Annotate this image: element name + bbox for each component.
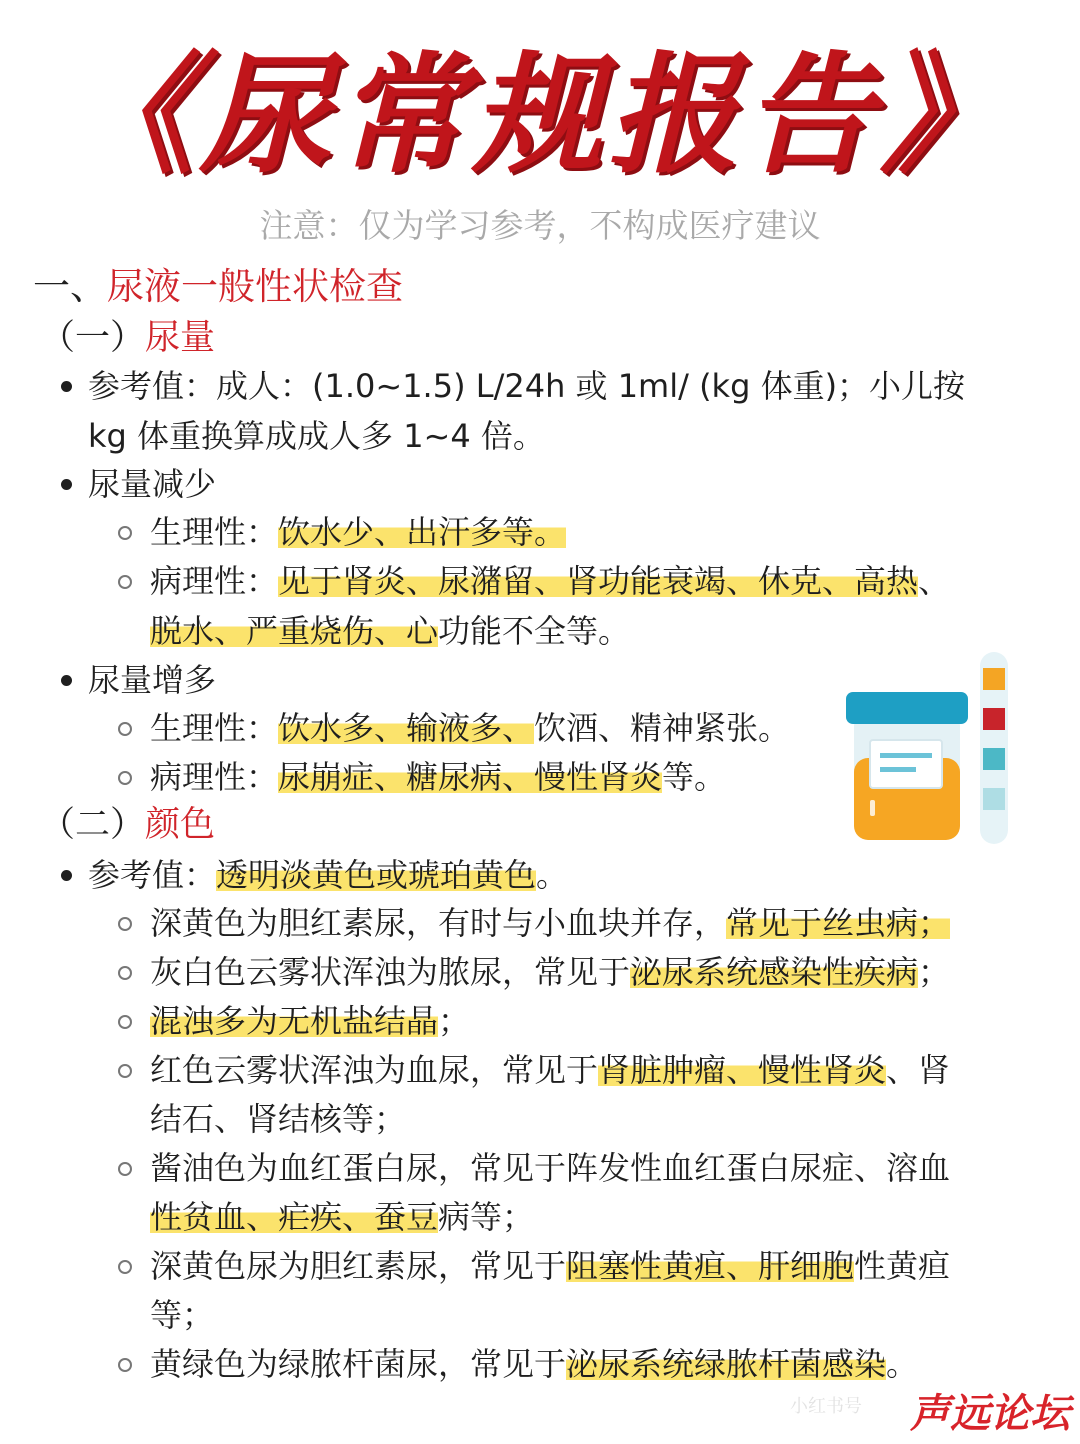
color-item xyxy=(150,1144,950,1192)
item-text: 深黄色为胆红素尿，有时与小血块并存， xyxy=(150,904,727,942)
item-label: 病理性： xyxy=(150,758,279,796)
liquid-shine xyxy=(870,800,875,816)
platform-watermark: 小红书号 xyxy=(790,1396,862,1417)
item-text: ； xyxy=(438,1002,471,1040)
item-text: 性黄疸 xyxy=(854,1247,951,1285)
increase-pathological xyxy=(150,753,726,801)
site-logo: 声远论坛 xyxy=(910,1391,1070,1437)
subsection-number: （二） xyxy=(40,805,146,845)
highlight-text: 饮水多、输液多、 xyxy=(278,709,535,747)
color-reference xyxy=(88,851,568,899)
label-line xyxy=(880,753,932,758)
urine-sample-jar-icon xyxy=(840,650,1020,850)
strip-pad-light xyxy=(983,788,1005,810)
item-label: 参考值： xyxy=(88,856,217,894)
jar-lid xyxy=(846,692,968,724)
item-text: 深黄色尿为胆红素尿，常见于 xyxy=(150,1247,567,1285)
subsection-number: （一） xyxy=(40,318,146,358)
strip-pad-orange xyxy=(983,668,1005,690)
bullet-dot xyxy=(61,675,72,686)
color-item xyxy=(150,1340,918,1388)
highlight-text: 尿崩症、糖尿病、慢性肾炎 xyxy=(278,758,663,796)
item-text: 等； xyxy=(150,1296,215,1334)
increase-physiological xyxy=(150,704,790,752)
item-text: 黄绿色为绿脓杆菌尿，常见于 xyxy=(150,1345,567,1383)
highlight-text: 常见于丝虫病； xyxy=(726,904,951,942)
bullet-ring xyxy=(118,526,132,540)
page-title: 《尿常规报告》 xyxy=(63,38,1016,191)
volume-decrease-label: 尿量减少 xyxy=(88,465,217,503)
bullet-ring xyxy=(118,575,132,589)
item-text: 、肾 xyxy=(886,1051,951,1089)
bullet-ring xyxy=(118,917,132,931)
color-item xyxy=(150,948,950,996)
color-item-continued xyxy=(150,1095,406,1143)
label-line xyxy=(880,767,916,772)
volume-reference-line2: kg 体重换算成成人多 1~4 倍。 xyxy=(88,417,545,455)
color-item-continued xyxy=(150,1291,214,1339)
item-text: 结石、肾结核等； xyxy=(150,1100,407,1138)
highlight-text: 泌尿系统感染性疾病 xyxy=(630,953,919,991)
strip-pad-teal xyxy=(983,748,1005,770)
bullet-dot xyxy=(61,479,72,490)
section-title: 尿液一般性状检查 xyxy=(107,265,403,308)
section-heading xyxy=(33,262,403,312)
item-label: 生理性： xyxy=(150,513,279,551)
item-text: 灰白色云雾状浑浊为脓尿，常见于 xyxy=(150,953,631,991)
decrease-pathological-line1 xyxy=(150,557,950,605)
color-item xyxy=(150,1046,950,1094)
bullet-ring xyxy=(118,771,132,785)
bullet-ring xyxy=(118,1260,132,1274)
bullet-ring xyxy=(118,1015,132,1029)
item-text: 。 xyxy=(886,1345,919,1383)
bullet-ring xyxy=(118,966,132,980)
subsection-heading-volume xyxy=(40,314,215,362)
highlight-text: 脱水、严重烧伤、心 xyxy=(150,612,439,650)
item-label: 病理性： xyxy=(150,562,279,600)
color-item xyxy=(150,1242,950,1290)
subsection-title: 颜色 xyxy=(145,805,216,845)
volume-reference-line1: 参考值：成人：(1.0~1.5) L/24h 或 1ml/ (kg 体重)；小儿按 xyxy=(88,367,966,405)
decrease-physiological xyxy=(150,508,566,556)
item-text: ； xyxy=(918,953,951,991)
item-text: 饮酒、精神紧张。 xyxy=(534,709,791,747)
disclaimer-note: 注意：仅为学习参考，不构成医疗建议 xyxy=(259,206,821,245)
decrease-pathological-line2 xyxy=(150,607,630,655)
highlight-text: 肾脏肿瘤、慢性肾炎 xyxy=(598,1051,887,1089)
bullet-dot xyxy=(61,381,72,392)
volume-increase-label: 尿量增多 xyxy=(88,661,217,699)
jar-label xyxy=(870,740,942,788)
item-text: 酱油色为血红蛋白尿，常见于阵发性血红蛋白尿症、溶血 xyxy=(150,1149,951,1187)
strip-pad-red xyxy=(983,708,1005,730)
section-number: 一、 xyxy=(33,265,107,308)
item-text: 等。 xyxy=(662,758,727,796)
item-text: 。 xyxy=(536,856,569,894)
highlight-text: 混浊多为无机盐结晶 xyxy=(150,1002,439,1040)
highlight-text: 饮水少、出汗多等。 xyxy=(278,513,567,551)
color-item-continued xyxy=(150,1193,534,1241)
bullet-ring xyxy=(118,1162,132,1176)
color-item xyxy=(150,997,470,1045)
bullet-ring xyxy=(118,1358,132,1372)
item-text: 病等； xyxy=(438,1198,535,1236)
highlight-text: 性贫血、疟疾、蚕豆 xyxy=(150,1198,439,1236)
item-text: 功能不全等。 xyxy=(438,612,631,650)
color-item xyxy=(150,899,950,947)
highlight-text: 泌尿系统绿脓杆菌感染 xyxy=(566,1345,887,1383)
bullet-ring xyxy=(118,1064,132,1078)
highlight-text: 见于肾炎、尿潴留、肾功能衰竭、休克、高热 xyxy=(278,562,919,600)
item-text: 、 xyxy=(918,562,951,600)
highlight-text: 透明淡黄色或琥珀黄色 xyxy=(216,856,537,894)
bullet-ring xyxy=(118,722,132,736)
subsection-title: 尿量 xyxy=(145,318,216,358)
subsection-heading-color xyxy=(40,801,215,849)
bullet-dot xyxy=(61,870,72,881)
item-text: 红色云雾状浑浊为血尿，常见于 xyxy=(150,1051,599,1089)
item-label: 生理性： xyxy=(150,709,279,747)
highlight-text: 阻塞性黄疸、肝细胞 xyxy=(566,1247,855,1285)
